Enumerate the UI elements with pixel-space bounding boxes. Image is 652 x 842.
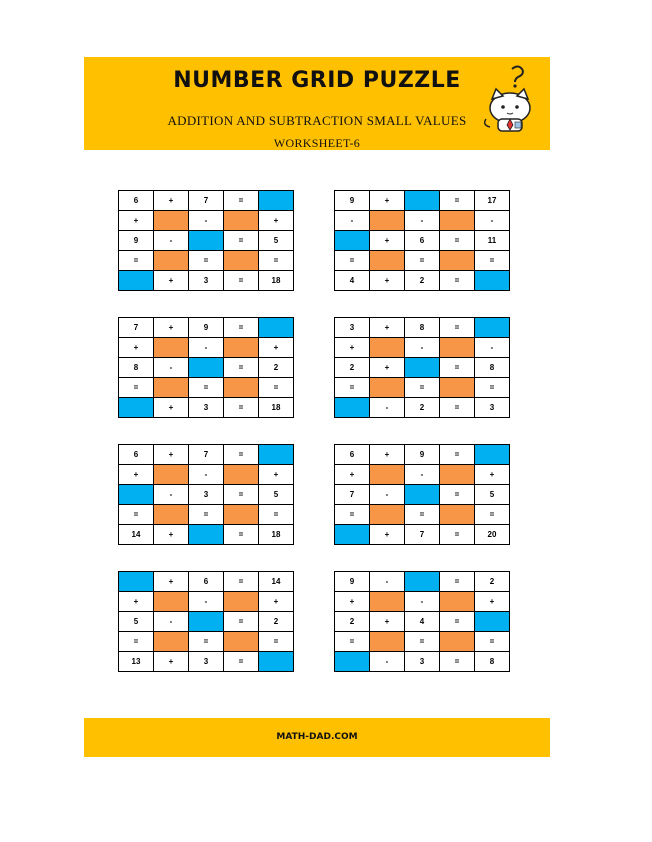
grid-row [119,251,294,271]
answer-cell[interactable] [189,612,224,632]
grid-row [119,525,294,545]
grid-row [119,338,294,358]
answer-cell[interactable] [335,398,370,418]
operator-cell: = [189,251,224,271]
operator-cell: = [440,485,475,505]
operator-cell: + [370,318,405,338]
grid-row [335,445,510,465]
puzzle-grid [334,444,510,545]
operator-cell: + [259,592,294,612]
number-cell: 13 [119,652,154,672]
number-cell: 4 [405,612,440,632]
number-cell: 3 [475,398,510,418]
puzzle-grid [334,190,510,291]
number-cell: 6 [119,191,154,211]
operator-cell: = [259,378,294,398]
number-cell: 11 [475,231,510,251]
grid-row [119,271,294,291]
operator-cell: = [475,632,510,652]
operator-cell: = [224,231,259,251]
number-cell: 7 [119,318,154,338]
answer-cell[interactable] [405,485,440,505]
operator-cell: = [119,378,154,398]
number-cell: 9 [119,231,154,251]
operator-cell: = [224,525,259,545]
answer-cell[interactable] [259,445,294,465]
shaded-cell [440,505,475,525]
answer-cell[interactable] [405,358,440,378]
number-cell: 8 [475,652,510,672]
operator-cell: + [335,465,370,485]
grid-row [119,211,294,231]
grid-row [119,358,294,378]
number-cell: 3 [189,485,224,505]
number-cell: 14 [119,525,154,545]
operator-cell: - [405,592,440,612]
grid-row [119,505,294,525]
operator-cell: - [335,211,370,231]
number-cell: 8 [475,358,510,378]
header-banner [84,57,550,150]
puzzle-grid [334,317,510,418]
operator-cell: = [440,612,475,632]
operator-cell: = [119,632,154,652]
operator-cell: = [405,251,440,271]
number-cell: 2 [475,572,510,592]
operator-cell: + [154,398,189,418]
number-cell: 5 [119,612,154,632]
number-cell: 3 [405,652,440,672]
operator-cell: = [224,318,259,338]
number-cell: 3 [189,652,224,672]
operator-cell: - [189,465,224,485]
worksheet-label: WORKSHEET-6 [273,136,361,150]
operator-cell: - [370,485,405,505]
number-cell: 7 [405,525,440,545]
operator-cell: - [475,338,510,358]
grid-row [335,398,510,418]
number-cell: 2 [405,398,440,418]
grid-row [335,652,510,672]
operator-cell: + [370,271,405,291]
number-cell: 6 [335,445,370,465]
number-cell: 2 [335,612,370,632]
operator-cell: = [405,378,440,398]
shaded-cell [154,211,189,231]
number-cell: 5 [259,485,294,505]
grid-row [119,378,294,398]
shaded-cell [154,592,189,612]
operator-cell: = [475,505,510,525]
operator-cell: - [189,338,224,358]
number-cell: 20 [475,525,510,545]
shaded-cell [154,378,189,398]
grid-row [335,251,510,271]
operator-cell: = [440,445,475,465]
operator-cell: + [370,445,405,465]
grid-row [119,592,294,612]
operator-cell: = [475,378,510,398]
operator-cell: + [154,525,189,545]
operator-cell: + [335,338,370,358]
operator-cell: = [189,632,224,652]
footer-banner [84,718,550,757]
number-cell: 3 [189,398,224,418]
shaded-cell [370,251,405,271]
answer-cell[interactable] [335,525,370,545]
grid-row [335,572,510,592]
answer-cell[interactable] [405,572,440,592]
operator-cell: = [224,612,259,632]
operator-cell: - [405,465,440,485]
operator-cell: = [224,191,259,211]
grid-row [335,632,510,652]
operator-cell: - [154,612,189,632]
number-cell: 6 [405,231,440,251]
operator-cell: + [370,612,405,632]
operator-cell: = [440,398,475,418]
operator-cell: + [119,592,154,612]
operator-cell: = [259,632,294,652]
shaded-cell [154,251,189,271]
operator-cell: = [224,358,259,378]
operator-cell: = [475,251,510,271]
operator-cell: = [119,505,154,525]
shaded-cell [370,505,405,525]
answer-cell[interactable] [335,231,370,251]
number-cell: 9 [189,318,224,338]
operator-cell: - [475,211,510,231]
grid-row [119,612,294,632]
grid-row [335,525,510,545]
shaded-cell [224,378,259,398]
answer-cell[interactable] [119,572,154,592]
operator-cell: = [405,632,440,652]
puzzle-grid [118,444,294,545]
number-cell: 2 [405,271,440,291]
shaded-cell [440,465,475,485]
operator-cell: = [259,251,294,271]
answer-cell[interactable] [475,271,510,291]
number-cell: 3 [335,318,370,338]
operator-cell: = [335,378,370,398]
operator-cell: + [154,652,189,672]
number-cell: 8 [119,358,154,378]
shaded-cell [224,632,259,652]
grid-row [119,191,294,211]
grid-row [119,318,294,338]
grid-row [335,231,510,251]
operator-cell: = [224,572,259,592]
operator-cell: = [259,505,294,525]
operator-cell: = [440,525,475,545]
answer-cell[interactable] [119,398,154,418]
shaded-cell [154,505,189,525]
operator-cell: - [154,485,189,505]
number-cell: 18 [259,525,294,545]
operator-cell: = [335,251,370,271]
grid-row [335,271,510,291]
shaded-cell [154,338,189,358]
operator-cell: = [405,505,440,525]
operator-cell: = [224,398,259,418]
operator-cell: = [224,652,259,672]
operator-cell: - [189,211,224,231]
grid-row [119,572,294,592]
operator-cell: = [440,652,475,672]
operator-cell: - [154,231,189,251]
answer-cell[interactable] [335,652,370,672]
number-cell: 2 [335,358,370,378]
number-cell: 18 [259,271,294,291]
operator-cell: = [224,445,259,465]
operator-cell: - [405,338,440,358]
shaded-cell [224,211,259,231]
answer-cell[interactable] [259,318,294,338]
operator-cell: = [440,358,475,378]
grid-row [335,465,510,485]
grid-row [119,465,294,485]
grid-row [119,231,294,251]
grid-row [335,485,510,505]
shaded-cell [370,378,405,398]
operator-cell: - [405,211,440,231]
puzzle-grid [334,571,510,672]
answer-cell[interactable] [189,231,224,251]
grid-row [119,445,294,465]
number-cell: 7 [189,445,224,465]
operator-cell: = [440,191,475,211]
grid-row [335,358,510,378]
shaded-cell [224,465,259,485]
operator-cell: - [370,398,405,418]
number-cell: 7 [335,485,370,505]
shaded-cell [224,505,259,525]
operator-cell: + [154,445,189,465]
operator-cell: + [154,271,189,291]
number-cell: 6 [189,572,224,592]
operator-cell: = [440,572,475,592]
operator-cell: + [335,592,370,612]
answer-cell[interactable] [405,191,440,211]
shaded-cell [370,211,405,231]
answer-cell[interactable] [189,358,224,378]
operator-cell: + [259,211,294,231]
operator-cell: - [370,652,405,672]
number-cell: 18 [259,398,294,418]
shaded-cell [370,338,405,358]
grid-row [335,191,510,211]
number-cell: 7 [189,191,224,211]
footer-site: MATH-DAD.COM [276,732,358,742]
operator-cell: + [259,465,294,485]
grid-row [119,485,294,505]
shaded-cell [370,632,405,652]
operator-cell: - [370,572,405,592]
operator-cell: = [335,505,370,525]
operator-cell: + [370,525,405,545]
operator-cell: = [440,318,475,338]
shaded-cell [440,378,475,398]
shaded-cell [440,338,475,358]
answer-cell[interactable] [475,318,510,338]
answer-cell[interactable] [475,445,510,465]
operator-cell: = [224,271,259,291]
operator-cell: + [370,191,405,211]
operator-cell: + [154,191,189,211]
grid-row [119,398,294,418]
puzzle-grid [118,571,294,672]
shaded-cell [154,465,189,485]
number-cell: 2 [259,358,294,378]
grid-row [335,378,510,398]
grid-row [335,318,510,338]
number-cell: 17 [475,191,510,211]
operator-cell: + [119,211,154,231]
operator-cell: = [189,505,224,525]
grid-row [119,632,294,652]
operator-cell: + [475,465,510,485]
shaded-cell [224,338,259,358]
shaded-cell [370,465,405,485]
number-cell: 9 [335,572,370,592]
operator-cell: = [189,378,224,398]
grid-row [335,338,510,358]
answer-cell[interactable] [259,191,294,211]
number-cell: 5 [475,485,510,505]
shaded-cell [224,592,259,612]
operator-cell: = [440,231,475,251]
puzzle-grid [118,317,294,418]
operator-cell: + [475,592,510,612]
shaded-cell [440,592,475,612]
shaded-cell [440,632,475,652]
operator-cell: = [335,632,370,652]
operator-cell: = [440,271,475,291]
thinking-cat-icon [480,63,544,135]
number-cell: 6 [119,445,154,465]
operator-cell: - [154,358,189,378]
operator-cell: + [370,231,405,251]
number-cell: 2 [259,612,294,632]
operator-cell: + [119,465,154,485]
answer-cell[interactable] [119,485,154,505]
operator-cell: + [154,318,189,338]
grid-row [119,652,294,672]
number-cell: 8 [405,318,440,338]
answer-cell[interactable] [475,612,510,632]
number-cell: 3 [189,271,224,291]
number-cell: 9 [405,445,440,465]
operator-cell: = [119,251,154,271]
grid-row [335,612,510,632]
number-cell: 5 [259,231,294,251]
operator-cell: = [224,485,259,505]
operator-cell: + [119,338,154,358]
shaded-cell [440,211,475,231]
shaded-cell [440,251,475,271]
shaded-cell [224,251,259,271]
operator-cell: + [370,358,405,378]
shaded-cell [370,592,405,612]
number-cell: 9 [335,191,370,211]
page-title: NUMBER GRID PUZZLE [173,68,461,93]
shaded-cell [154,632,189,652]
grid-row [335,211,510,231]
page-subtitle: ADDITION AND SUBTRACTION SMALL VALUES [167,113,467,128]
operator-cell: + [154,572,189,592]
operator-cell: + [259,338,294,358]
grid-row [335,592,510,612]
operator-cell: - [189,592,224,612]
number-cell: 14 [259,572,294,592]
number-cell: 4 [335,271,370,291]
grid-row [335,505,510,525]
answer-cell[interactable] [259,652,294,672]
answer-cell[interactable] [189,525,224,545]
answer-cell[interactable] [119,271,154,291]
puzzle-grid [118,190,294,291]
